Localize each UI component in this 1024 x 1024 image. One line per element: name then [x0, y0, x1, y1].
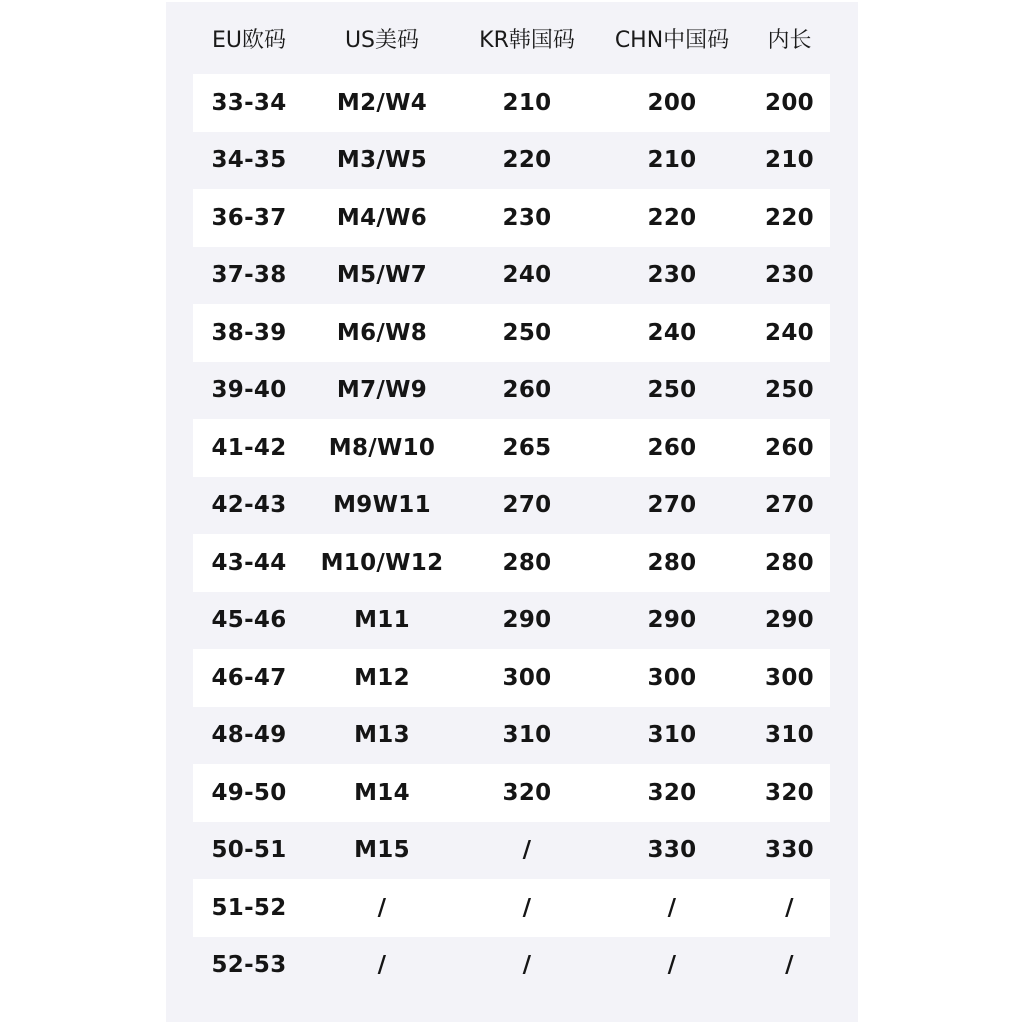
- cell-us: M14: [354, 779, 410, 806]
- cell-kr: 250: [502, 319, 552, 346]
- cell-eu: 50-51: [211, 837, 287, 864]
- cell-eu: 45-46: [211, 607, 287, 634]
- cell-us: /: [377, 952, 387, 979]
- cell-kr: /: [522, 894, 532, 921]
- cell-eu: 37-38: [211, 262, 287, 289]
- cell-chn: /: [667, 952, 677, 979]
- header-us: US美码: [344, 27, 420, 53]
- cell-eu: 51-52: [211, 894, 287, 921]
- cell-eu: 48-49: [211, 722, 287, 749]
- cell-us: M2/W4: [336, 89, 428, 116]
- cell-inner-length: 310: [765, 722, 814, 749]
- cell-kr: 260: [502, 377, 552, 404]
- size-chart-table: [193, 2, 830, 994]
- cell-us: M11: [354, 607, 410, 634]
- cell-us: /: [377, 894, 387, 921]
- header-kr: KR韩国码: [479, 27, 575, 53]
- cell-eu: 36-37: [211, 204, 287, 231]
- table-row: [193, 419, 830, 477]
- cell-inner-length: 280: [765, 549, 814, 576]
- table-row: [193, 132, 830, 190]
- cell-kr: 300: [502, 664, 552, 691]
- cell-chn: 200: [647, 89, 697, 116]
- table-row: [193, 879, 830, 937]
- cell-eu: 49-50: [211, 779, 287, 806]
- cell-kr: 210: [502, 89, 552, 116]
- header-inner-length: 内长: [767, 27, 812, 53]
- table-header-row: [193, 2, 830, 74]
- table-row: [193, 247, 830, 305]
- cell-chn: 300: [647, 664, 697, 691]
- cell-inner-length: /: [785, 952, 794, 979]
- cell-chn: 320: [647, 779, 697, 806]
- cell-chn: 280: [647, 549, 697, 576]
- cell-eu: 34-35: [211, 147, 287, 174]
- cell-inner-length: 230: [765, 262, 814, 289]
- cell-kr: 265: [502, 434, 552, 461]
- cell-eu: 43-44: [211, 549, 287, 576]
- cell-us: M12: [354, 664, 410, 691]
- cell-us: M4/W6: [336, 204, 428, 231]
- cell-chn: 240: [647, 319, 697, 346]
- table-row: [193, 74, 830, 132]
- cell-chn: 290: [647, 607, 697, 634]
- cell-eu: 33-34: [211, 89, 287, 116]
- table-row: [193, 304, 830, 362]
- cell-chn: 330: [647, 837, 697, 864]
- cell-kr: 280: [502, 549, 552, 576]
- size-chart-sheet: [166, 2, 858, 1022]
- table-row: [193, 362, 830, 420]
- cell-inner-length: 270: [765, 492, 814, 519]
- cell-inner-length: 200: [765, 89, 814, 116]
- cell-kr: 310: [502, 722, 552, 749]
- cell-eu: 42-43: [211, 492, 287, 519]
- cell-inner-length: 330: [765, 837, 814, 864]
- cell-kr: /: [522, 952, 532, 979]
- cell-us: M10/W12: [320, 549, 444, 576]
- cell-us: M7/W9: [336, 377, 428, 404]
- cell-inner-length: 260: [765, 434, 814, 461]
- cell-eu: 38-39: [211, 319, 287, 346]
- cell-chn: 230: [647, 262, 697, 289]
- cell-chn: 270: [647, 492, 697, 519]
- table-row: [193, 764, 830, 822]
- cell-kr: /: [522, 837, 532, 864]
- cell-chn: 260: [647, 434, 697, 461]
- cell-eu: 41-42: [211, 434, 287, 461]
- table-row: [193, 477, 830, 535]
- table-row: [193, 189, 830, 247]
- cell-us: M6/W8: [336, 319, 428, 346]
- cell-chn: 310: [647, 722, 697, 749]
- cell-eu: 52-53: [211, 952, 287, 979]
- cell-eu: 39-40: [211, 377, 287, 404]
- table-row: [193, 707, 830, 765]
- table-body: [193, 74, 830, 994]
- cell-kr: 290: [502, 607, 552, 634]
- cell-inner-length: 300: [765, 664, 814, 691]
- cell-us: M3/W5: [336, 147, 428, 174]
- table-row: [193, 592, 830, 650]
- cell-chn: 210: [647, 147, 697, 174]
- cell-kr: 240: [502, 262, 552, 289]
- cell-us: M5/W7: [336, 262, 428, 289]
- cell-chn: 250: [647, 377, 697, 404]
- cell-kr: 270: [502, 492, 552, 519]
- cell-kr: 220: [502, 147, 552, 174]
- cell-inner-length: 220: [765, 204, 814, 231]
- table-row: [193, 937, 830, 995]
- cell-inner-length: 210: [765, 147, 814, 174]
- cell-us: M13: [354, 722, 410, 749]
- table-row: [193, 822, 830, 880]
- cell-us: M15: [354, 837, 410, 864]
- cell-eu: 46-47: [211, 664, 287, 691]
- table-row: [193, 649, 830, 707]
- cell-chn: /: [667, 894, 677, 921]
- cell-inner-length: 240: [765, 319, 814, 346]
- cell-kr: 230: [502, 204, 552, 231]
- cell-inner-length: 290: [765, 607, 814, 634]
- cell-kr: 320: [502, 779, 552, 806]
- cell-us: M9W11: [333, 492, 431, 519]
- table-row: [193, 534, 830, 592]
- header-chn: CHN中国码: [614, 27, 730, 53]
- header-eu: EU欧码: [211, 27, 286, 53]
- cell-inner-length: 320: [765, 779, 814, 806]
- cell-inner-length: /: [785, 894, 794, 921]
- cell-chn: 220: [647, 204, 697, 231]
- cell-us: M8/W10: [328, 434, 436, 461]
- cell-inner-length: 250: [765, 377, 814, 404]
